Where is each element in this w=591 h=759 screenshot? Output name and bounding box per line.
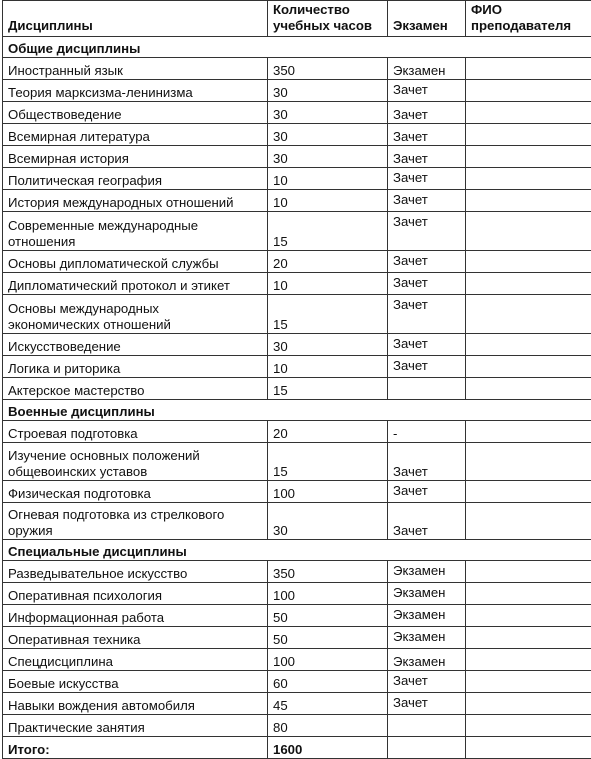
- discipline-name: Оперативная техника: [3, 627, 268, 649]
- table-row: [3, 146, 591, 168]
- exam-cell: [388, 737, 466, 759]
- table-row: [3, 356, 591, 378]
- exam-cell: Зачет: [388, 273, 466, 295]
- teacher-cell: [466, 715, 591, 737]
- hours-cell: 50: [268, 605, 388, 627]
- exam-cell: Экзамен: [388, 583, 466, 605]
- hours-cell: 15: [268, 295, 388, 334]
- discipline-name: Теория марксизма-ленинизма: [3, 80, 268, 102]
- teacher-cell: [466, 168, 591, 190]
- discipline-name-line1: Огневая подготовка из стрелкового: [8, 507, 224, 522]
- header-hours-line2: учебных часов: [273, 18, 372, 33]
- teacher-cell: [466, 334, 591, 356]
- teacher-cell: [466, 503, 591, 540]
- teacher-cell: [466, 58, 591, 80]
- table-row: [3, 58, 591, 80]
- exam-cell: [388, 378, 466, 400]
- table-row: [3, 378, 591, 400]
- teacher-cell: [466, 378, 591, 400]
- hours-cell: 100: [268, 481, 388, 503]
- exam-cell: Экзамен: [388, 58, 466, 80]
- hours-cell: 80: [268, 715, 388, 737]
- header-teacher-line2: преподавателя: [471, 18, 571, 33]
- discipline-name-line1: Современные международные: [8, 218, 198, 233]
- header-disciplines: Дисциплины: [3, 1, 268, 37]
- discipline-name: Строевая подготовка: [3, 421, 268, 443]
- section-row: [3, 37, 591, 58]
- teacher-cell: [466, 421, 591, 443]
- exam-cell: Экзамен: [388, 649, 466, 671]
- hours-cell: 20: [268, 251, 388, 273]
- section-title-special: Специальные дисциплины: [3, 540, 591, 561]
- table-row: [3, 503, 591, 540]
- exam-cell: Зачет: [388, 671, 466, 693]
- teacher-cell: [466, 443, 591, 481]
- discipline-name: [3, 503, 268, 540]
- hours-cell: 30: [268, 102, 388, 124]
- exam-cell: Экзамен: [388, 561, 466, 583]
- section-row: [3, 540, 591, 561]
- table-row: [3, 605, 591, 627]
- exam-cell: Зачет: [388, 295, 466, 334]
- exam-cell: Зачет: [388, 334, 466, 356]
- table-row: [3, 671, 591, 693]
- discipline-name: Искусствоведение: [3, 334, 268, 356]
- exam-cell: Зачет: [388, 80, 466, 102]
- exam-cell: Зачет: [388, 503, 466, 540]
- exam-cell: Зачет: [388, 481, 466, 503]
- exam-cell: Зачет: [388, 102, 466, 124]
- hours-cell: 30: [268, 503, 388, 540]
- hours-cell: 10: [268, 273, 388, 295]
- hours-cell: 30: [268, 124, 388, 146]
- header-hours-line1: Количество: [273, 2, 350, 17]
- exam-cell: Зачет: [388, 693, 466, 715]
- discipline-name: Иностранный язык: [3, 58, 268, 80]
- table-row: [3, 443, 591, 481]
- discipline-name: Дипломатический протокол и этикет: [3, 273, 268, 295]
- table-row: [3, 627, 591, 649]
- teacher-cell: [466, 80, 591, 102]
- exam-cell: Зачет: [388, 251, 466, 273]
- hours-cell: 10: [268, 356, 388, 378]
- exam-cell: Экзамен: [388, 627, 466, 649]
- table-row: [3, 481, 591, 503]
- header-hours: [268, 1, 388, 37]
- exam-cell: Зачет: [388, 168, 466, 190]
- table-row: [3, 649, 591, 671]
- teacher-cell: [466, 671, 591, 693]
- discipline-name: История международных отношений: [3, 190, 268, 212]
- section-title-general: Общие дисциплины: [3, 37, 591, 58]
- discipline-name: Боевые искусства: [3, 671, 268, 693]
- exam-cell: Экзамен: [388, 605, 466, 627]
- teacher-cell: [466, 102, 591, 124]
- hours-cell: 15: [268, 378, 388, 400]
- discipline-name: [3, 443, 268, 481]
- hours-cell: 60: [268, 671, 388, 693]
- table-row: [3, 693, 591, 715]
- hours-cell: 15: [268, 443, 388, 481]
- hours-cell: 50: [268, 627, 388, 649]
- table-row: [3, 561, 591, 583]
- discipline-name: Актерское мастерство: [3, 378, 268, 400]
- hours-cell: 100: [268, 649, 388, 671]
- teacher-cell: [466, 146, 591, 168]
- header-teacher-line1: ФИО: [471, 2, 502, 17]
- discipline-name-line1: Изучение основных положений: [8, 448, 200, 463]
- exam-cell: Зачет: [388, 124, 466, 146]
- exam-cell: Зачет: [388, 212, 466, 251]
- exam-cell: [388, 715, 466, 737]
- header-teacher: [466, 1, 591, 37]
- exam-cell: Зачет: [388, 443, 466, 481]
- discipline-name: Всемирная история: [3, 146, 268, 168]
- teacher-cell: [466, 251, 591, 273]
- table-row: [3, 80, 591, 102]
- table-row: [3, 251, 591, 273]
- table-row: [3, 334, 591, 356]
- hours-cell: 10: [268, 190, 388, 212]
- teacher-cell: [466, 212, 591, 251]
- discipline-name: Навыки вождения автомобиля: [3, 693, 268, 715]
- exam-cell: Зачет: [388, 190, 466, 212]
- discipline-name: [3, 295, 268, 334]
- hours-cell: 30: [268, 334, 388, 356]
- teacher-cell: [466, 356, 591, 378]
- discipline-name: Основы дипломатической службы: [3, 251, 268, 273]
- teacher-cell: [466, 627, 591, 649]
- discipline-name: Разведывательное искусство: [3, 561, 268, 583]
- header-row: [3, 1, 591, 37]
- total-label: Итого:: [3, 737, 268, 759]
- table-row: [3, 715, 591, 737]
- hours-cell: 100: [268, 583, 388, 605]
- table-row: [3, 124, 591, 146]
- disciplines-table: [2, 0, 591, 759]
- discipline-name: Информационная работа: [3, 605, 268, 627]
- hours-cell: 10: [268, 168, 388, 190]
- teacher-cell: [466, 649, 591, 671]
- teacher-cell: [466, 273, 591, 295]
- discipline-name-line2: оружия: [8, 523, 53, 538]
- teacher-cell: [466, 481, 591, 503]
- total-hours: 1600: [268, 737, 388, 759]
- teacher-cell: [466, 583, 591, 605]
- total-row: [3, 737, 591, 759]
- table-row: [3, 295, 591, 334]
- table-row: [3, 212, 591, 251]
- teacher-cell: [466, 693, 591, 715]
- discipline-name: Спецдисциплина: [3, 649, 268, 671]
- hours-cell: 15: [268, 212, 388, 251]
- discipline-name: Политическая география: [3, 168, 268, 190]
- discipline-name: Физическая подготовка: [3, 481, 268, 503]
- table-row: [3, 273, 591, 295]
- teacher-cell: [466, 190, 591, 212]
- discipline-name: Практические занятия: [3, 715, 268, 737]
- exam-cell: Зачет: [388, 146, 466, 168]
- teacher-cell: [466, 295, 591, 334]
- teacher-cell: [466, 124, 591, 146]
- table-row: [3, 190, 591, 212]
- discipline-name: Оперативная психология: [3, 583, 268, 605]
- discipline-name-line2: экономических отношений: [8, 317, 171, 332]
- teacher-cell: [466, 605, 591, 627]
- table-row: [3, 421, 591, 443]
- exam-cell: Зачет: [388, 356, 466, 378]
- hours-cell: 350: [268, 58, 388, 80]
- discipline-name: [3, 212, 268, 251]
- exam-cell: -: [388, 421, 466, 443]
- hours-cell: 30: [268, 146, 388, 168]
- hours-cell: 30: [268, 80, 388, 102]
- section-title-military: Военные дисциплины: [3, 400, 591, 421]
- discipline-name-line2: общевоинских уставов: [8, 464, 147, 479]
- table-row: [3, 168, 591, 190]
- hours-cell: 45: [268, 693, 388, 715]
- hours-cell: 20: [268, 421, 388, 443]
- section-row: [3, 400, 591, 421]
- discipline-name-line1: Основы международных: [8, 301, 159, 316]
- table-row: [3, 102, 591, 124]
- discipline-name-line2: отношения: [8, 234, 75, 249]
- teacher-cell: [466, 561, 591, 583]
- discipline-name: Всемирная литература: [3, 124, 268, 146]
- hours-cell: 350: [268, 561, 388, 583]
- discipline-name: Обществоведение: [3, 102, 268, 124]
- table-row: [3, 583, 591, 605]
- header-exam: Экзамен: [388, 1, 466, 37]
- discipline-name: Логика и риторика: [3, 356, 268, 378]
- teacher-cell: [466, 737, 591, 759]
